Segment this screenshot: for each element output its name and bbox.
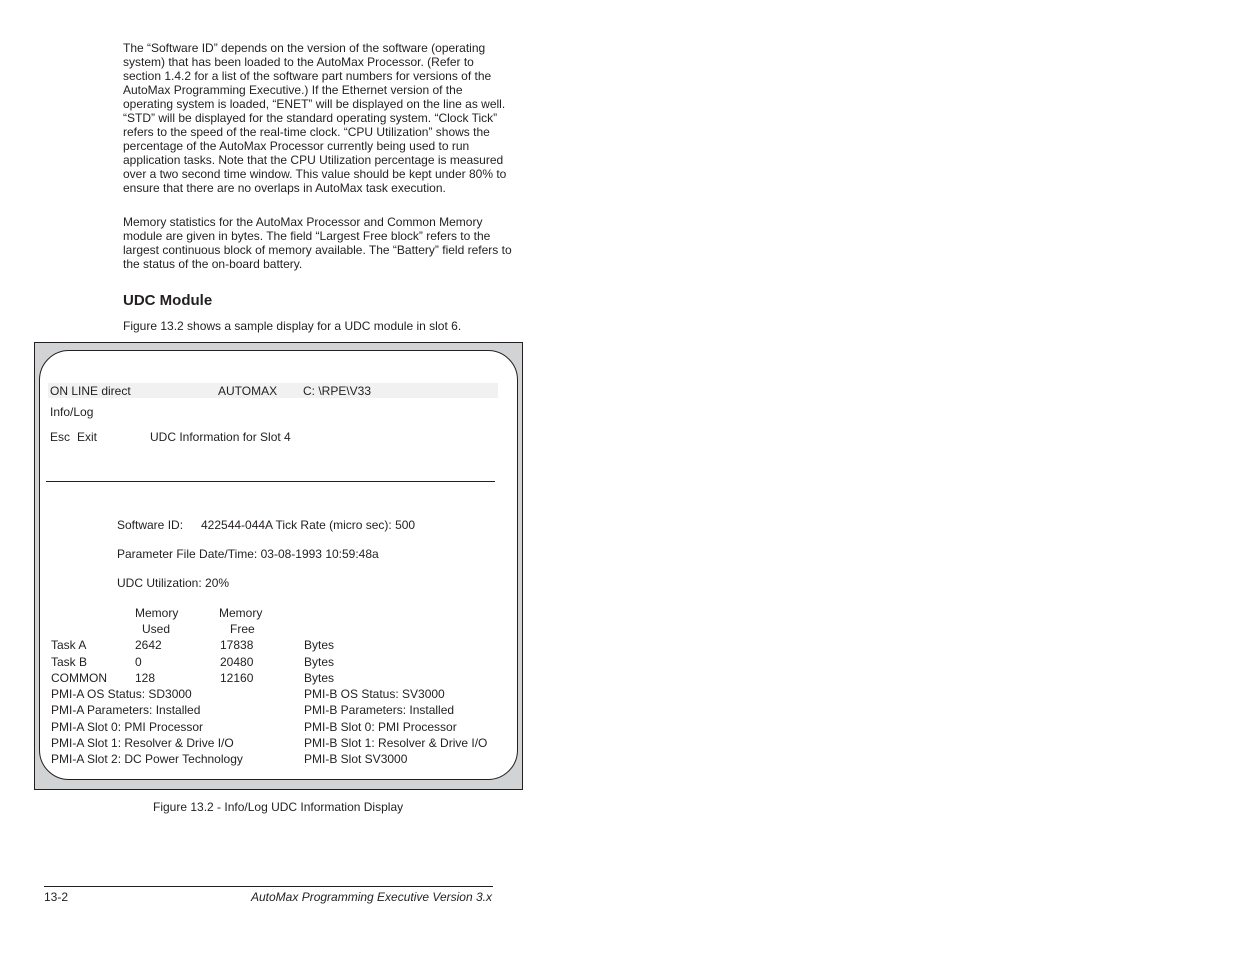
memory-row-used: 2642 (135, 638, 162, 652)
pmi-b-parameters: PMI-B Parameters: Installed (304, 703, 455, 717)
footer-title: AutoMax Programming Executive Version 3.x (251, 890, 492, 904)
param-file-line: Parameter File Date/Time: 03-08-1993 10:59:48a (117, 547, 379, 561)
section-heading: UDC Module (123, 292, 213, 309)
pmi-b-slot-0: PMI-B Slot 0: PMI Processor (304, 720, 457, 734)
memory-row-name: COMMON (51, 671, 107, 685)
memory-row-name: Task B (51, 655, 88, 669)
memory-row-used: 0 (135, 655, 142, 669)
software-id-label: Software ID: (117, 518, 184, 532)
pmi-a-status: PMI-A OS Status: SD3000 (51, 687, 192, 701)
pmi-b-slot-1: PMI-B Slot 1: Resolver & Drive I/O (304, 736, 488, 750)
status-mode: ON LINE direct (50, 384, 131, 398)
exit-action-label[interactable]: Exit (77, 430, 98, 444)
memory-row-free: 12160 (220, 671, 254, 685)
memory-row-free: 17838 (220, 638, 254, 652)
body-paragraph-memory: Memory statistics for the AutoMax Processor and Common Memory module are given in bytes. The field “Largest Free block” refers to the largest continuous block of memory available. The “Battery” field refers to the status of the on-board battery. (123, 215, 512, 271)
figure-intro-text: Figure 13.2 shows a sample display for a UDC module in slot 6. (123, 319, 462, 333)
memory-row-unit: Bytes (304, 671, 335, 685)
pmi-a-slot-0: PMI-A Slot 0: PMI Processor (51, 720, 204, 734)
pmi-a-slot-2: PMI-A Slot 2: DC Power Technology (51, 752, 243, 766)
screen-divider (46, 481, 495, 482)
figure-caption: Figure 13.2 - Info/Log UDC Information Display (153, 800, 404, 814)
pmi-b-status: PMI-B OS Status: SV3000 (304, 687, 445, 701)
page-number: 13-2 (44, 890, 69, 904)
memory-used-header: Memory (135, 606, 179, 620)
menu-title: Info/Log (50, 405, 94, 419)
footer-divider (44, 886, 493, 887)
body-paragraph-software-id: The “Software ID” depends on the version of the software (operating system) that has been loaded to the AutoMax Processor. (Refer to section 1.4.2 for a list of the software part numbers for versions of the AutoMax Programming Executive.) If the Ethernet version of the operating system is loaded, “ENET” will be displayed on the line as well. “STD” will be displayed for the standard operating system. “Clock Tick” refers to the speed of the real-time clock. “CPU Utilization” shows the percentage of the AutoMax Processor currently being used to run application tasks. Note that the CPU Utilization percentage is measured over a two second time window. This value should be kept under 80% to ensure that there are no overlaps in AutoMax task execution. (123, 41, 507, 195)
memory-row-unit: Bytes (304, 638, 335, 652)
memory-row-used: 128 (135, 671, 156, 685)
memory-row-free: 20480 (220, 655, 254, 669)
memory-row-unit: Bytes (304, 655, 335, 669)
memory-free-header-sub: Free (230, 622, 255, 636)
memory-free-header: Memory (219, 606, 263, 620)
window-title: UDC Information for Slot 4 (150, 430, 291, 444)
memory-used-header-sub: Used (142, 622, 171, 636)
pmi-b-slot-2: PMI-B Slot SV3000 (304, 752, 408, 766)
software-id-value: 422544-044A Tick Rate (micro sec): 500 (201, 518, 416, 532)
memory-row-name: Task A (51, 638, 87, 652)
status-app-name: AUTOMAX (218, 384, 278, 398)
pmi-a-slot-1: PMI-A Slot 1: Resolver & Drive I/O (51, 736, 234, 750)
esc-key-label[interactable]: Esc (50, 430, 71, 444)
status-path: C: \RPE\V33 (303, 384, 372, 398)
utilization-line: UDC Utilization: 20% (117, 576, 230, 590)
pmi-a-parameters: PMI-A Parameters: Installed (51, 703, 201, 717)
